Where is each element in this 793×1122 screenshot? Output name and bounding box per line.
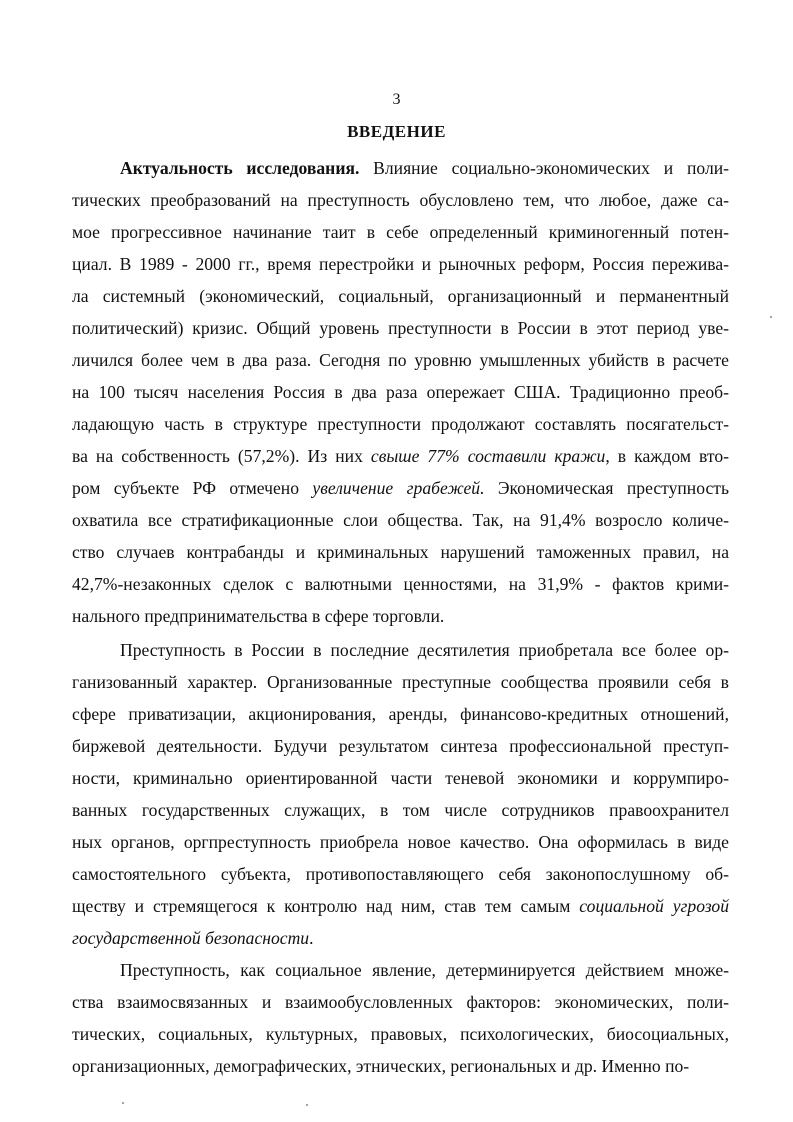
section-heading: ВВЕДЕНИЕ — [347, 122, 446, 141]
text-line — [72, 344, 729, 376]
text-run: , в каждом вто- — [605, 446, 729, 466]
text-line — [72, 472, 729, 504]
scan-speck — [306, 1104, 308, 1106]
scan-speck — [122, 1102, 124, 1104]
text-run: ром субъекте РФ отмечено — [72, 478, 313, 498]
text-run: ности, криминально ориентированной части теневой экономики и коррумпиро- — [72, 768, 729, 788]
text-run: ла системный (экономический, социальный, организационный и перманентный — [72, 286, 729, 306]
text-run: Влияние социально-экономических и поли- — [359, 158, 729, 178]
text-line — [72, 184, 729, 216]
text-run: самостоятельного субъекта, противопоставляющего себя законопослушному об- — [72, 864, 729, 884]
text-run: ванных государственных служащих, в том числе сотрудников правоохранител — [72, 800, 729, 820]
text-run: ства взаимосвязанных и взаимообусловленных факторов: экономических, поли- — [72, 992, 729, 1012]
text-line — [72, 762, 729, 794]
text-line — [72, 858, 729, 890]
text-run: ганизованный характер. Организованные преступные сообщества проявили себя в — [72, 672, 729, 692]
text-run: Преступность, как социальное явление, детерминируется действием множе- — [120, 960, 729, 980]
text-line — [72, 634, 729, 666]
text-run: мое прогрессивное начинание таит в себе определенный криминогенный потен- — [72, 222, 729, 242]
text-line — [72, 1018, 729, 1050]
text-line — [72, 826, 729, 858]
text-line — [72, 794, 729, 826]
text-run: организационных, демографических, этнических, региональных и др. Именно по- — [72, 1056, 690, 1076]
text-line — [72, 376, 729, 408]
text-line — [72, 922, 729, 954]
text-run: нального предпринимательства в сфере торговли. — [72, 606, 445, 626]
text-line — [72, 312, 729, 344]
text-line — [72, 408, 729, 440]
text-run: ществу и стремящегося к контролю над ним, став тем самым — [72, 896, 580, 916]
text-run: ва на собственность (57,2%). Из них — [72, 446, 371, 466]
text-line — [72, 280, 729, 312]
text-line — [72, 730, 729, 762]
text-line — [72, 698, 729, 730]
text-line — [72, 1050, 729, 1082]
text-line — [72, 536, 729, 568]
text-line — [72, 152, 729, 184]
paragraph-organized-crime — [72, 634, 729, 954]
text-line — [72, 600, 729, 632]
bold-run: Актуальность исследования. — [120, 158, 360, 178]
text-line — [72, 666, 729, 698]
paragraph-relevance — [72, 152, 729, 632]
text-run: циал. В 1989 - 2000 гг., время перестройки и рыночных реформ, Россия пережива- — [72, 254, 729, 274]
text-run: . — [309, 928, 314, 948]
paragraph-crime-factors — [72, 954, 729, 1082]
text-run: политический) кризис. Общий уровень преступности в России в этот период уве- — [72, 318, 729, 338]
italic-run: государственной безопасности — [72, 928, 310, 948]
text-line — [72, 986, 729, 1018]
text-run: Преступность в России в последние десятилетия приобретала все более ор- — [120, 640, 729, 660]
text-line — [72, 248, 729, 280]
italic-run: свыше 77% составили кражи — [370, 446, 606, 466]
text-run: личился более чем в два раза. Сегодня по уровню умышленных убийств в расчете — [72, 350, 729, 370]
text-run: ных органов, оргпреступность приобрела новое качество. Она оформилась в виде — [72, 832, 729, 852]
text-run: тических, социальных, культурных, правовых, психологических, биосоциальных, — [72, 1024, 729, 1044]
text-run: ладающую часть в структуре преступности продолжают составлять посягательст- — [72, 414, 729, 434]
text-run: тических преобразований на преступность обусловлено тем, что любое, даже са- — [72, 190, 729, 210]
text-run: ство случаев контрабанды и криминальных нарушений таможенных правил, на — [72, 542, 729, 562]
text-line — [72, 568, 729, 600]
text-line — [72, 504, 729, 536]
text-run: на 100 тысяч населения Россия в два раза опережает США. Традиционно преоб- — [72, 382, 729, 402]
text-run: охватила все стратификационные слои общества. Так, на 91,4% возросло количе- — [72, 510, 729, 530]
scan-speck — [770, 316, 772, 318]
italic-run: социальной угрозой — [579, 896, 729, 916]
text-line — [72, 440, 729, 472]
text-line — [72, 890, 729, 922]
text-run: Экономическая преступность — [484, 478, 729, 498]
text-run: 42,7%-незаконных сделок с валютными ценностями, на 31,9% - фактов крими- — [72, 574, 729, 594]
page-number: 3 — [392, 91, 401, 108]
text-line — [72, 216, 729, 248]
text-run: биржевой деятельности. Будучи результатом синтеза профессиональной преступ- — [72, 736, 729, 756]
text-run: сфере приватизации, акционирования, аренды, финансово-кредитных отношений, — [72, 704, 729, 724]
italic-run: увеличение грабежей. — [312, 478, 485, 498]
text-line — [72, 954, 729, 986]
